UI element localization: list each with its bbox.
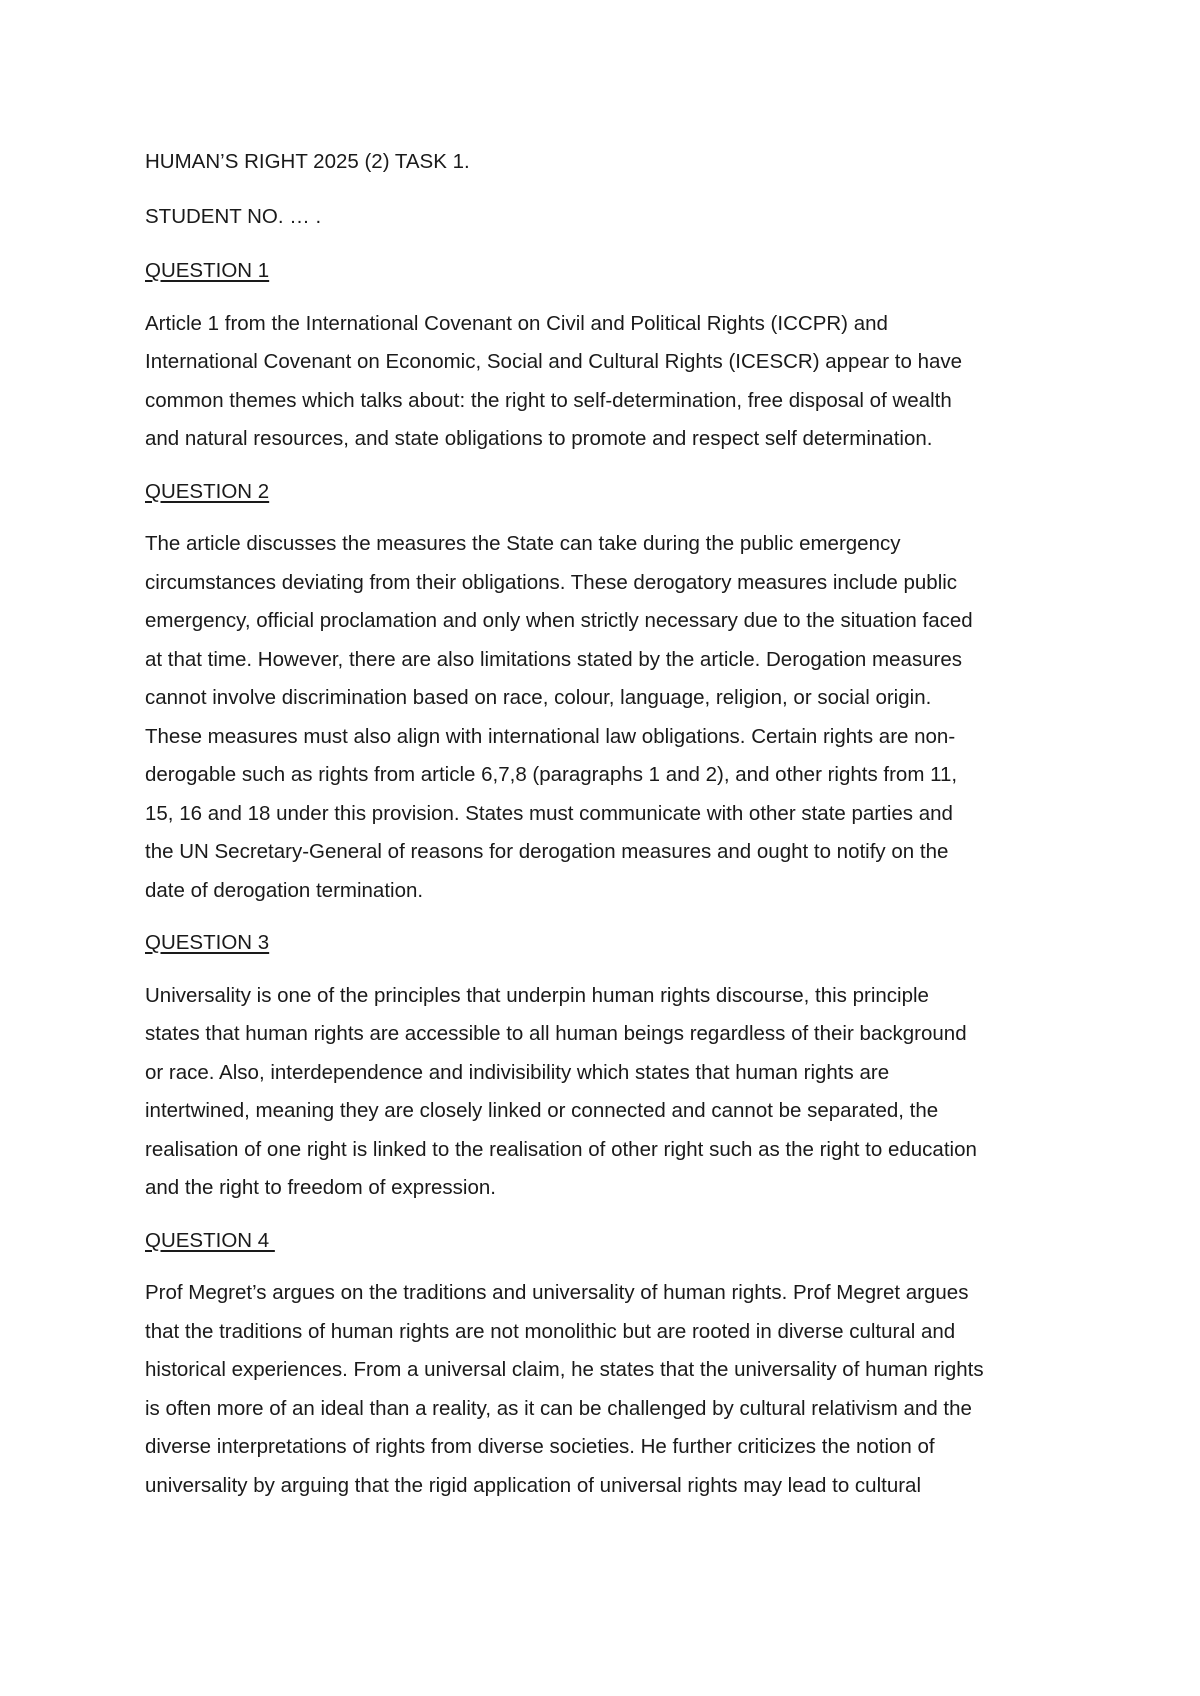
student-number: STUDENT NO. … . bbox=[145, 204, 322, 228]
question-1-answer: Article 1 from the International Covenant on Civil and Political Rights (ICCPR) and International Covenant on Economic, Social and Cultural Rights (ICESCR) appear to have common themes which talks about: the right to self-determination, free disposal of wealth and natural resources, and state obligations to promote and respect self determination. bbox=[145, 311, 963, 450]
question-3-heading: QUESTION 3 bbox=[145, 931, 270, 954]
question-1-heading: QUESTION 1 bbox=[145, 259, 270, 282]
question-3-answer: Universality is one of the principles that underpin human rights discourse, this principle states that human rights are accessible to all human beings regardless of their background or race. Also, interdependence and indivisibility which states that human rights are intertwined, meaning they are closely linked or connected and cannot be separated, the realisation of one right is linked to the realisation of other right such as the right to education and the right to freedom of expression. bbox=[145, 983, 977, 1199]
question-4-answer: Prof Megret’s argues on the traditions and universality of human rights. Prof Megret argues that the traditions of human rights are not monolithic but are rooted in diverse cultural and historical experiences. From a universal claim, he states that the universality of human rights is often more of an ideal than a reality, as it can be challenged by cultural relativism and the diverse interpretations of rights from diverse societies. He further criticizes the notion of universality by arguing that the rigid application of universal rights may lead to cultural bbox=[145, 1281, 984, 1497]
document-title: HUMAN’S RIGHT 2025 (2) TASK 1. bbox=[145, 150, 470, 173]
question-2-heading: QUESTION 2 bbox=[145, 479, 270, 503]
question-2-answer: The article discusses the measures the State can take during the public emergency circumstances deviating from their obligations. These derogatory measures include public emergency, official proclamation and only when strictly necessary due to the situation faced at that time. However, there are also limitations stated by the article. Derogation measures cannot involve discrimination based on race, colour, language, religion, or social origin. These measures must also align with international law obligations. Certain rights are non- derogable such as rights from article 6,7,8 (paragraphs 1 and 2), and other rights from 11, 15, 16 and 18 under this provision. States must communicate with other state parties and the UN Secretary-General of reasons for derogation measures and ought to notify on the date of derogation termination. bbox=[145, 532, 973, 902]
document-content bbox=[145, 143, 1065, 1519]
question-4-heading: QUESTION 4 bbox=[145, 1228, 275, 1252]
